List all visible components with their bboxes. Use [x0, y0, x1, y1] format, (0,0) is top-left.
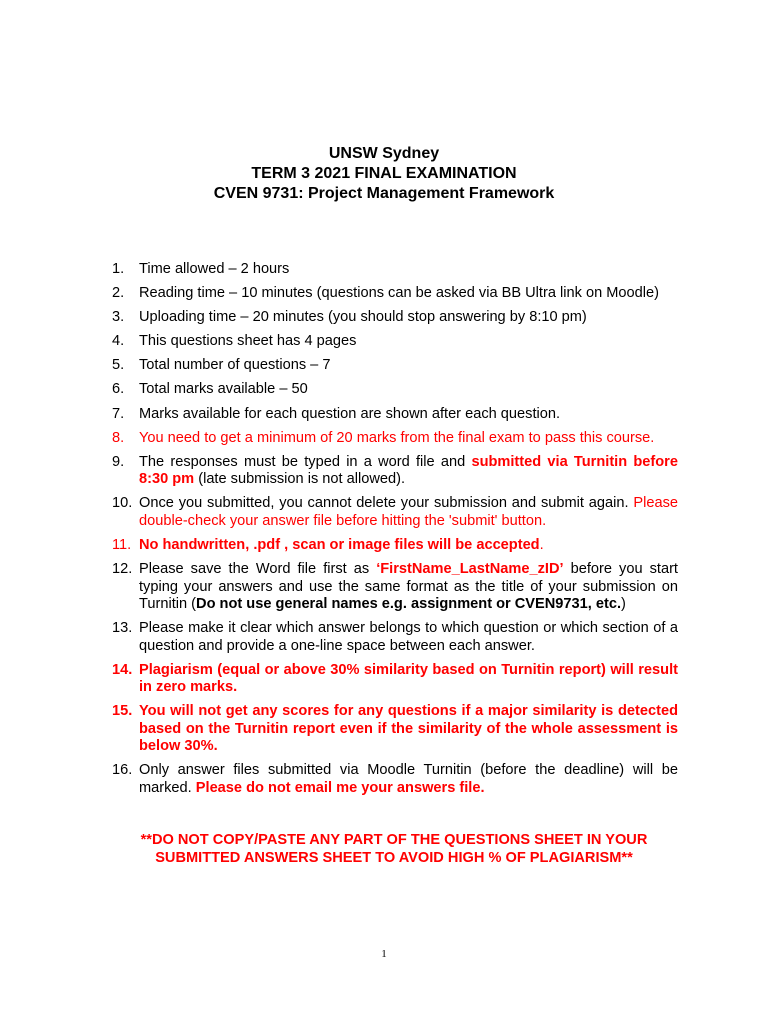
instruction-item — [112, 285, 678, 303]
instruction-text-segment: Please save the Word file first as — [139, 561, 377, 578]
instruction-text — [139, 703, 678, 756]
instruction-text — [139, 454, 678, 489]
instruction-item — [112, 309, 678, 327]
instruction-number: 4. — [112, 333, 125, 350]
instruction-number: 7. — [112, 405, 125, 422]
instruction-text — [139, 261, 678, 279]
instruction-text — [139, 762, 678, 797]
page-number: 1 — [381, 948, 387, 960]
instruction-item — [112, 381, 678, 399]
instruction-number: 16. — [112, 762, 133, 779]
instruction-text-segment: Reading time – 10 minutes (questions can be asked via BB Ultra link on Moodle) — [139, 285, 659, 302]
instruction-text-segment: before you start typing your answers and use the same format as the title of your submission on Turnitin ( — [139, 561, 678, 613]
instruction-item — [112, 261, 678, 279]
instruction-number: 15. — [112, 703, 133, 720]
instruction-item — [112, 703, 678, 756]
instruction-text-segment: Marks available for each question are shown after each question. — [139, 405, 561, 422]
university-name: UNSW Sydney — [328, 145, 440, 162]
instruction-number: 1. — [112, 261, 125, 277]
instruction-number: 9. — [112, 453, 125, 470]
instruction-item — [112, 662, 678, 697]
instruction-number: 13. — [112, 620, 133, 637]
instruction-number: 12. — [112, 561, 133, 578]
instruction-text — [139, 309, 678, 327]
instruction-item — [112, 430, 678, 448]
exam-title: TERM 3 2021 FINAL EXAMINATION — [251, 165, 517, 182]
instruction-text-segment: (late submission is not allowed). — [194, 471, 406, 488]
instruction-number: 6. — [112, 381, 125, 398]
instruction-number: 10. — [112, 495, 133, 512]
instruction-text — [139, 285, 678, 303]
exam-header — [0, 144, 768, 204]
instruction-text-segment: No handwritten, .pdf , scan or image files will be accepted — [139, 536, 540, 553]
instruction-text-segment: submitted via Turnitin before 8:30 pm — [139, 453, 678, 488]
instruction-text — [139, 561, 678, 614]
instruction-item — [112, 620, 678, 655]
instruction-text-segment: Please double-check your answer file before hitting the 'submit' button. — [139, 495, 678, 529]
instruction-text — [139, 620, 678, 655]
instruction-text — [139, 495, 678, 530]
instruction-text — [139, 406, 678, 424]
instruction-text — [139, 537, 678, 555]
instruction-text-segment: Total number of questions – 7 — [139, 357, 331, 374]
instruction-text-segment: Please do not email me your answers file. — [195, 779, 485, 796]
instruction-text — [139, 333, 678, 351]
instruction-number: 2. — [112, 285, 125, 302]
instruction-number: 3. — [112, 309, 125, 326]
instruction-item — [112, 333, 678, 351]
instruction-text — [139, 381, 678, 399]
instruction-item — [112, 454, 678, 489]
instruction-text-segment: You need to get a minimum of 20 marks from the final exam to pass this course. — [139, 429, 655, 446]
instruction-text-segment: This questions sheet has 4 pages — [139, 333, 357, 350]
instruction-text-segment: . — [539, 536, 544, 553]
instruction-item — [112, 537, 678, 555]
instruction-text-segment: Time allowed – 2 hours — [139, 261, 290, 277]
instruction-item — [112, 406, 678, 424]
instruction-text-segment: Total marks available – 50 — [139, 381, 308, 398]
instruction-item — [112, 561, 678, 614]
instruction-text-segment: Only answer files submitted via Moodle Turnitin (before the deadline) will be marked. — [139, 762, 678, 796]
plagiarism-warning — [0, 831, 768, 867]
instruction-number: 14. — [112, 661, 133, 678]
warning-line-1: **DO NOT COPY/PASTE ANY PART OF THE QUESTIONS SHEET IN YOUR — [140, 832, 648, 848]
instruction-text-segment: Uploading time – 20 minutes (you should stop answering by 8:10 pm) — [139, 309, 587, 326]
instruction-item — [112, 357, 678, 375]
instruction-text-segment: Do not use general names e.g. assignment or CVEN9731, etc. — [196, 596, 622, 613]
instruction-number: 11. — [112, 536, 132, 553]
instruction-number: 8. — [112, 429, 125, 446]
instruction-text — [139, 357, 678, 375]
instruction-number: 5. — [112, 357, 125, 374]
instruction-text-segment: You will not get any scores for any questions if a major similarity is detected based on the Turnitin report even if the similarity of the whole assessment is below 30%. — [139, 703, 678, 755]
instruction-item — [112, 762, 678, 797]
instruction-text-segment: The responses must be typed in a word file and — [139, 453, 472, 470]
instruction-text — [139, 662, 678, 697]
instruction-text-segment: Once you submitted, you cannot delete your submission and submit again. — [139, 495, 634, 512]
instructions-list — [112, 261, 678, 804]
instruction-text-segment: Please make it clear which answer belongs to which question or which section of a question and provide a one-line space between each answer. — [139, 620, 678, 654]
instruction-text-segment: ) — [621, 596, 626, 613]
course-title: CVEN 9731: Project Management Framework — [213, 185, 555, 202]
warning-line-2: SUBMITTED ANSWERS SHEET TO AVOID HIGH % OF PLAGIARISM** — [155, 850, 633, 866]
instruction-text-segment: Plagiarism (equal or above 30% similarity based on Turnitin report) will result in zero marks. — [139, 661, 678, 696]
instruction-item — [112, 495, 678, 530]
instruction-text — [139, 430, 678, 448]
instruction-text-segment: ‘FirstName_LastName_zID’ — [376, 561, 564, 578]
